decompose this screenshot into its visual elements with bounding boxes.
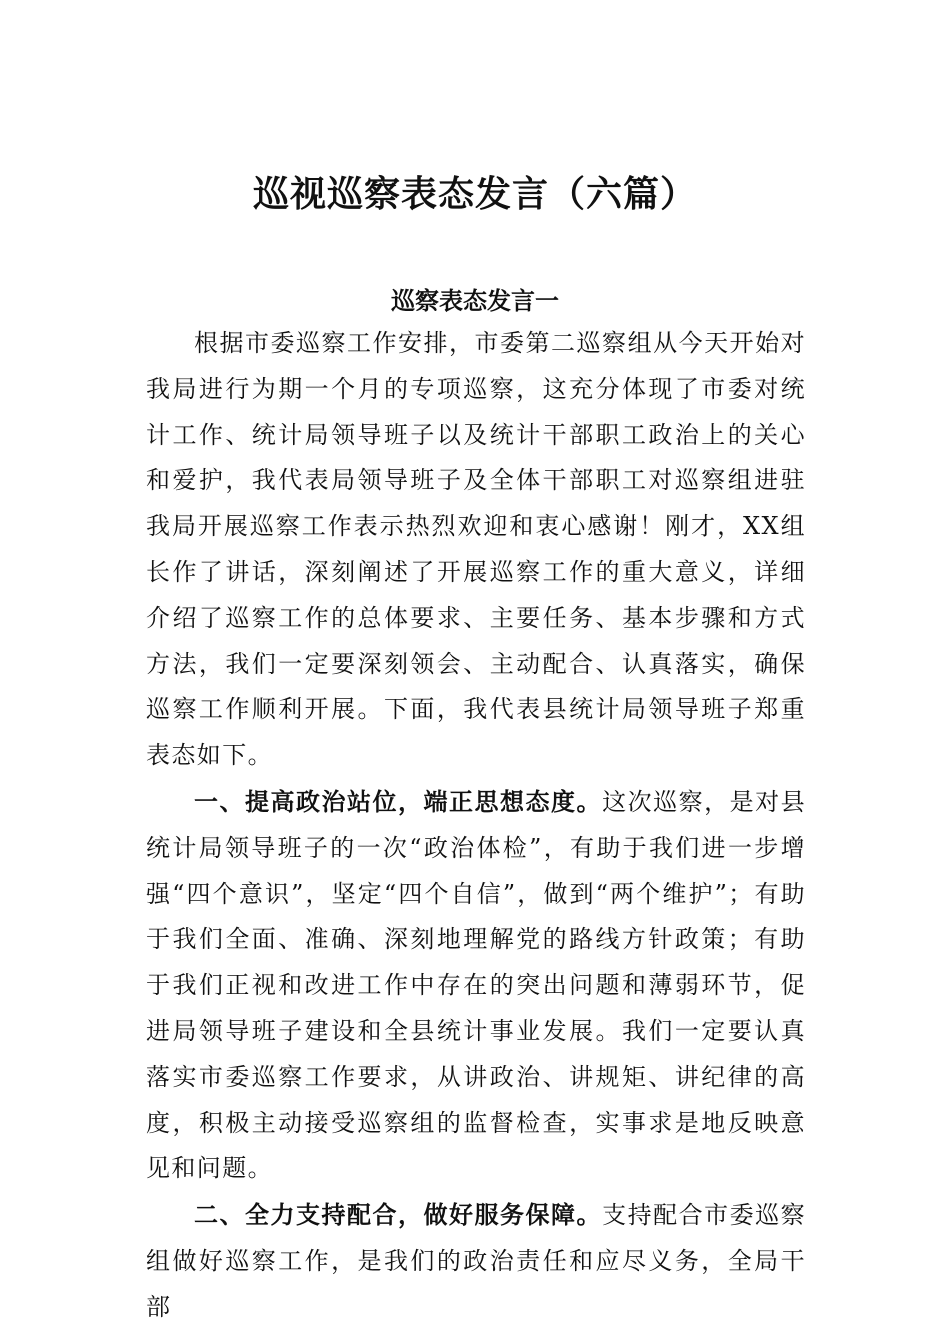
paragraph-point-one [146,780,806,1192]
paragraph-point-two-heading: 二、全力支持配合，做好服务保障。 [194,1201,603,1230]
paragraph-intro-text: 根据市委巡察工作安排，市委第二巡察组从今天开始对我局进行为期一个月的专项巡察，这充分体现了市委对统计工作、统计局领导班子以及统计干部职工政治上的关心和爱护，我代表局领导班子及全体干部职工对巡察组进驻我局开展巡察工作表示热烈欢迎和衷心感谢！刚才，XX组长作了讲话，深刻阐述了开展巡察工作的重大意义，详细介绍了巡察工作的总体要求、主要任务、基本步骤和方式方法，我们一定要深刻领会、主动配合、认真落实，确保巡察工作顺利开展。下面，我代表县统计局领导班子郑重表态如下。 [146,329,806,770]
document-title: 巡视巡察表态发言（六篇） [252,173,697,215]
paragraph-point-one-text: 这次巡察，是对县统计局领导班子的一次“政治体检”，有助于我们进一步增强“四个意识”，坚定“四个自信”，做到“两个维护”；有助于我们全面、准确、深刻地理解党的路线方针政策；有助于我们正视和改进工作中存在的突出问题和薄弱环节，促进局领导班子建设和全县统计事业发展。我们一定要认真落实市委巡察工作要求，从讲政治、讲规矩、讲纪律的高度，积极主动接受巡察组的监督检查，实事求是地反映意见和问题。 [146,787,806,1183]
paragraph-intro [146,321,806,779]
section-heading: 巡察表态发言一 [391,287,559,315]
paragraph-point-one-heading: 一、提高政治站位，端正思想态度。 [194,787,603,816]
paragraph-point-two [146,1193,806,1330]
body-text [146,321,806,1331]
paragraph-point-two-text: 支持配合市委巡察组做好巡察工作，是我们的政治责任和应尽义务，全局干部 [146,1201,806,1321]
